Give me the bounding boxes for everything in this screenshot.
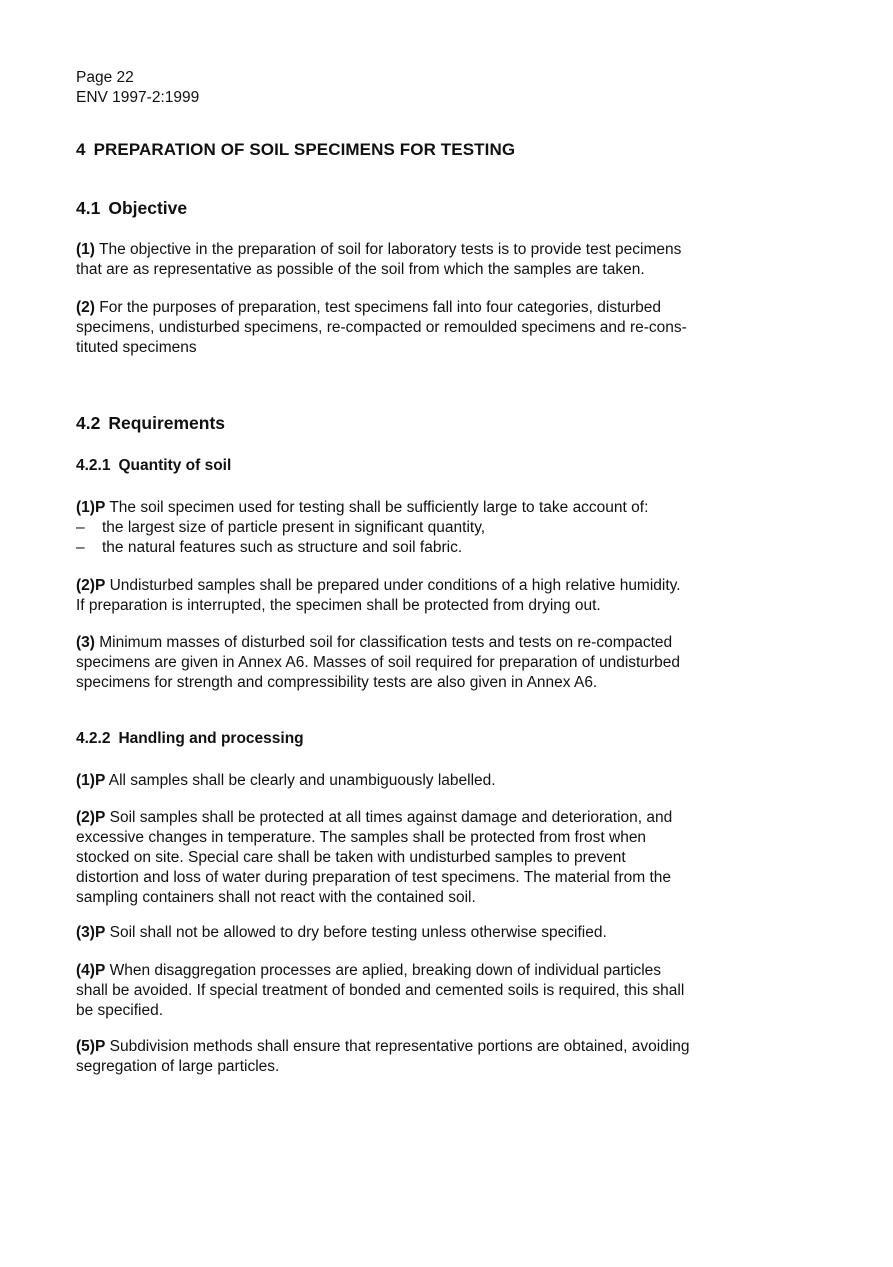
section-title: Objective [108,198,188,218]
section-4-2-1-heading [76,457,231,475]
paragraph-4-2-1-2: (2)P Undisturbed samples shall be prepared under conditions of a high relative humidity. If preparation is interrupted, the specimen shall be protected from drying out. [76,577,681,614]
paragraph-4-1-2: (2) For the purposes of preparation, test specimens fall into four categories, disturbed specimens, undisturbed specimens, re-compacted or remoulded specimens and re-cons- tituted specimens [76,299,687,356]
paragraph-label: (3)P [76,924,106,941]
list-dash: – [76,519,85,536]
list-item: – the largest size of particle present in significant quantity, [76,519,486,536]
section-number: 4.1 [76,198,101,218]
paragraph-4-2-2-4: (4)P When disaggregation processes are aplied, breaking down of individual particles shall be avoided. If special treatment of bonded and cemented soils is required, this shall be specified. [76,962,685,1019]
section-number: 4 [76,140,86,159]
paragraph-label: (2)P [76,577,106,594]
list-item: – the natural features such as structure and soil fabric. [76,539,463,556]
section-title: Requirements [108,413,226,433]
paragraph-4-2-1-1: (1)P The soil specimen used for testing shall be sufficiently large to take account of: [76,499,649,516]
paragraph-4-2-2-2: (2)P Soil samples shall be protected at all times against damage and deterioration, and excessive changes in temperature. The samples shall be protected from frost when stocked on site. Special care shall be taken with undisturbed samples to prevent distortion and loss of water during preparation of test specimens. The material from the sampling containers shall not react with the contained soil. [76,809,673,906]
paragraph-label: (2) [76,299,95,316]
paragraph-label: (3) [76,634,95,651]
section-title: Handling and processing [118,730,304,747]
section-number: 4.2.1 [76,457,111,474]
paragraph-4-2-2-5: (5)P Subdivision methods shall ensure that representative portions are obtained, avoiding segregation of large particles. [76,1038,690,1075]
list-dash: – [76,539,85,556]
paragraph-4-2-2-3: (3)P Soil shall not be allowed to dry before testing unless otherwise specified. [76,924,607,941]
section-title: PREPARATION OF SOIL SPECIMENS FOR TESTING [93,140,516,159]
requirements-list [76,518,740,558]
page-header [76,68,199,108]
section-4-2-heading [76,413,225,434]
paragraph-4-2-1-3: (3) Minimum masses of disturbed soil for classification tests and tests on re-compacted specimens are given in Annex A6. Masses of soil required for preparation of undisturbed specimens for strength and compressibility tests are also given in Annex A6. [76,634,680,691]
paragraph-label: (1)P [76,499,106,516]
paragraph-4-1-1: (1) The objective in the preparation of soil for laboratory tests is to provide test pecimens that are as representative as possible of the soil from which the samples are taken. [76,241,682,278]
page-number: Page 22 [76,69,134,86]
document-code: ENV 1997-2:1999 [76,89,200,106]
paragraph-label: (1) [76,241,95,258]
section-4-2-2-heading [76,730,304,748]
section-number: 4.2 [76,413,101,433]
paragraph-label: (2)P [76,809,106,826]
paragraph-label: (1)P [76,772,106,789]
paragraph-label: (4)P [76,962,106,979]
section-title: Quantity of soil [118,457,232,474]
paragraph-label: (5)P [76,1038,106,1055]
paragraph-4-2-2-1: (1)P All samples shall be clearly and unambiguously labelled. [76,772,496,789]
section-4-1-heading [76,198,187,219]
section-4-heading [76,140,515,160]
section-number: 4.2.2 [76,730,111,747]
